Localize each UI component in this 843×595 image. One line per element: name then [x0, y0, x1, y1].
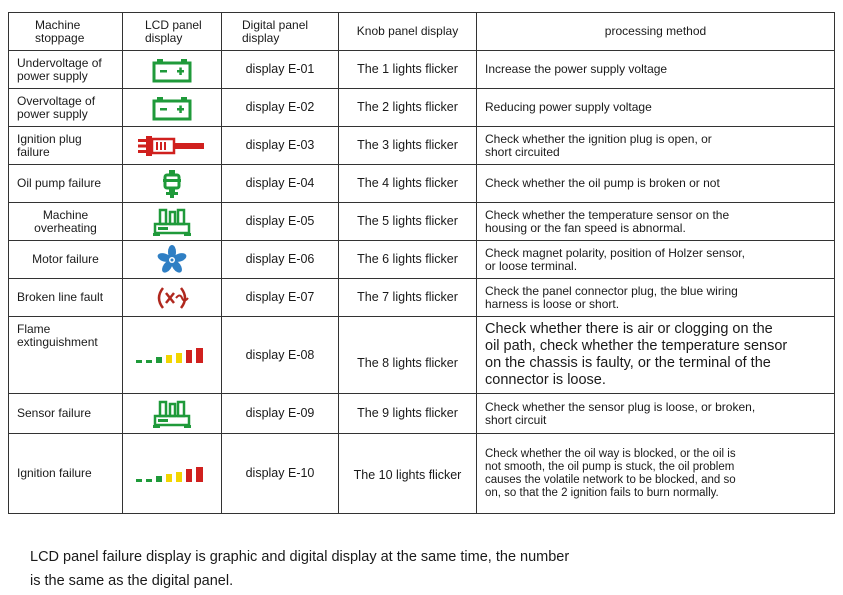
method-cell: Check whether the oil pump is broken or not [477, 165, 835, 203]
digital-cell: display E-02 [222, 89, 339, 127]
digital-cell: display E-05 [222, 203, 339, 241]
method-cell: Reducing power supply voltage [477, 89, 835, 127]
header-knob: Knob panel display [339, 13, 477, 51]
glow-plug-icon [136, 134, 208, 158]
table-row [9, 434, 835, 514]
knob-cell: The 6 lights flicker [339, 241, 477, 279]
lcd-cell [123, 317, 222, 394]
lcd-cell [123, 89, 222, 127]
table-row [9, 203, 835, 241]
digital-cell: display E-08 [222, 317, 339, 394]
knob-cell: The 1 lights flicker [339, 51, 477, 89]
level-bars-icon [134, 463, 210, 485]
method-cell: Increase the power supply voltage [477, 51, 835, 89]
stoppage-cell: Flame extinguishment [9, 317, 123, 394]
stoppage-cell: Ignition failure [9, 434, 123, 514]
heater-icon [152, 207, 192, 237]
battery-icon [152, 95, 192, 121]
knob-cell: The 8 lights flicker [339, 317, 477, 394]
table-row [9, 317, 835, 394]
digital-cell: display E-10 [222, 434, 339, 514]
knob-cell: The 7 lights flicker [339, 279, 477, 317]
level-bars-icon [134, 344, 210, 366]
table-row [9, 279, 835, 317]
digital-cell: display E-04 [222, 165, 339, 203]
header-method: processing method [477, 13, 835, 51]
battery-icon [152, 57, 192, 83]
stoppage-cell: Machine overheating [9, 203, 123, 241]
lcd-cell [123, 394, 222, 434]
method-cell: Check whether the temperature sensor on the housing or the fan speed is abnormal. [477, 203, 835, 241]
lcd-cell [123, 434, 222, 514]
oil-pump-icon [160, 169, 184, 199]
digital-cell: display E-06 [222, 241, 339, 279]
table-row [9, 51, 835, 89]
knob-cell: The 10 lights flicker [339, 434, 477, 514]
stoppage-cell: Oil pump failure [9, 165, 123, 203]
table-row [9, 241, 835, 279]
digital-cell: display E-09 [222, 394, 339, 434]
lcd-cell [123, 51, 222, 89]
table-row [9, 165, 835, 203]
stoppage-cell: Ignition plug failure [9, 127, 123, 165]
broken-wire-icon [153, 284, 191, 312]
footnote [30, 545, 569, 593]
table-row [9, 394, 835, 434]
lcd-cell [123, 279, 222, 317]
method-cell: Check magnet polarity, position of Holzer sensor, or loose terminal. [477, 241, 835, 279]
method-cell: Check whether the oil way is blocked, or the oil is not smooth, the oil pump is stuck, the oil problem causes the volatile network to be blocked, and so on, so that the 2 ignition fails to burn normally. [477, 434, 835, 514]
knob-cell: The 2 lights flicker [339, 89, 477, 127]
stoppage-cell: Undervoltage of power supply [9, 51, 123, 89]
footnote-line-2: is the same as the digital panel. [30, 573, 234, 589]
lcd-cell [123, 165, 222, 203]
stoppage-cell: Overvoltage of power supply [9, 89, 123, 127]
method-cell: Check whether the sensor plug is loose, or broken, short circuit [477, 394, 835, 434]
knob-cell: The 5 lights flicker [339, 203, 477, 241]
stoppage-cell: Motor failure [9, 241, 123, 279]
method-cell: Check the panel connector plug, the blue wiring harness is loose or short. [477, 279, 835, 317]
stoppage-cell: Broken line fault [9, 279, 123, 317]
fault-table-sheet [8, 12, 834, 514]
fan-icon [157, 245, 187, 275]
lcd-cell [123, 127, 222, 165]
lcd-cell [123, 203, 222, 241]
knob-cell: The 9 lights flicker [339, 394, 477, 434]
header-lcd: LCD panel display [123, 13, 222, 51]
digital-cell: display E-01 [222, 51, 339, 89]
header-stoppage: Machine stoppage [9, 13, 123, 51]
table-row [9, 89, 835, 127]
method-cell: Check whether there is air or clogging on the oil path, check whether the temperature sensor on the chassis is faulty, or the terminal of the connector is loose. [477, 317, 835, 394]
footnote-line-1: LCD panel failure display is graphic and digital display at the same time, the number [30, 549, 570, 565]
lcd-cell [123, 241, 222, 279]
digital-cell: display E-07 [222, 279, 339, 317]
fault-table [8, 12, 835, 514]
header-row [9, 13, 835, 51]
method-cell: Check whether the ignition plug is open, or short circuited [477, 127, 835, 165]
heater-icon [152, 399, 192, 429]
knob-cell: The 3 lights flicker [339, 127, 477, 165]
digital-cell: display E-03 [222, 127, 339, 165]
table-row [9, 127, 835, 165]
header-digital: Digital panel display [222, 13, 339, 51]
knob-cell: The 4 lights flicker [339, 165, 477, 203]
stoppage-cell: Sensor failure [9, 394, 123, 434]
